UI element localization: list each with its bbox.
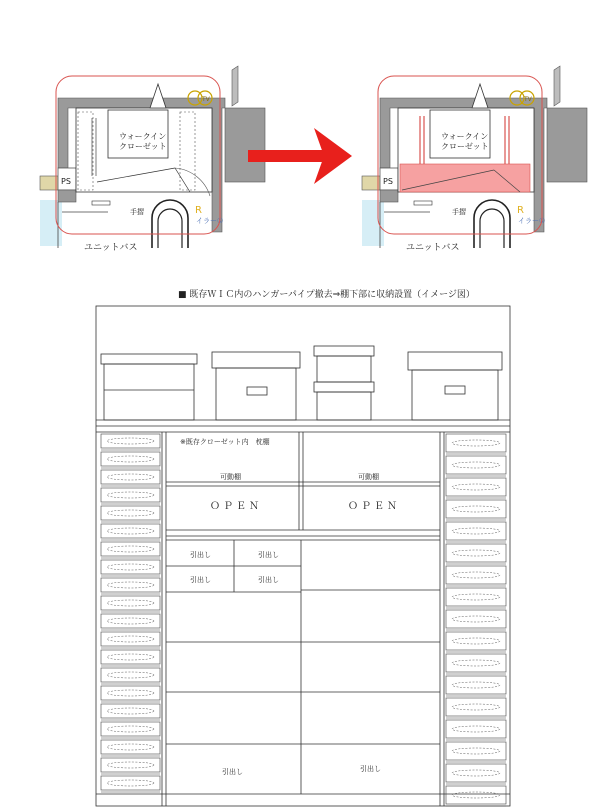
right-hanger-column (446, 434, 506, 806)
room-label-before-1: ウォークイン (119, 132, 167, 141)
room-label-after-1: ウォークイン (441, 132, 489, 141)
clothes-row (446, 786, 506, 804)
clothes-row (101, 614, 160, 628)
handrail-label-before: 手摺 (130, 208, 144, 216)
clothes-row (101, 542, 160, 556)
ps-label-after: PS (383, 177, 393, 186)
ps-label: PS (61, 177, 71, 186)
clothes-row (446, 566, 506, 584)
bath-label-before: ユニットバス (84, 243, 138, 253)
clothes-row (446, 764, 506, 782)
pillow-shelf-note: ※既存クローゼット内 枕棚 (180, 438, 270, 446)
clothes-row (446, 610, 506, 628)
plan-after (362, 66, 587, 253)
handrail-label-after: 手摺 (452, 208, 466, 216)
clothes-row (446, 500, 506, 518)
drawer-label-2: 引出し (258, 551, 279, 559)
svg-text:R: R (517, 205, 524, 216)
clothes-row (101, 758, 160, 772)
storage-box-3 (314, 346, 374, 420)
clothes-row (446, 588, 506, 606)
storage-box-2 (212, 352, 300, 420)
clothes-row (446, 632, 506, 650)
drawer-label-4: 引出し (258, 576, 279, 584)
clothes-row (101, 434, 160, 448)
clothes-row (446, 434, 506, 452)
bottom-drawer-right-label: 引出し (360, 765, 381, 773)
clothes-row (446, 742, 506, 760)
left-hanger-column (101, 434, 160, 792)
clothes-row (101, 596, 160, 610)
svg-text:TV: TV (524, 96, 532, 103)
open-left-label: ＯＰＥＮ (210, 501, 262, 512)
room-label-before-2: クローゼット (119, 142, 167, 151)
clothes-row (446, 698, 506, 716)
svg-text:TV: TV (202, 96, 210, 103)
clothes-row (101, 506, 160, 520)
clothes-row (446, 720, 506, 738)
clothes-row (101, 452, 160, 466)
clothes-row (101, 488, 160, 502)
room-label-after-2: クローゼット (441, 142, 489, 151)
clothes-row (446, 654, 506, 672)
clothes-row (101, 722, 160, 736)
boiler-label-before: イラー① (196, 217, 224, 225)
svg-text:ユニットバス: ユニットバス (406, 243, 460, 253)
movable-shelf-left-label: 可動棚 (220, 473, 241, 481)
movable-shelf-right-label: 可動棚 (358, 473, 379, 481)
sink-mark-before: R (195, 205, 202, 216)
clothes-row (446, 676, 506, 694)
clothes-row (446, 522, 506, 540)
bottom-drawer-left-label: 引出し (222, 768, 243, 776)
clothes-row (446, 456, 506, 474)
storage-box-4 (408, 352, 502, 420)
clothes-row (101, 650, 160, 664)
clothes-row (101, 524, 160, 538)
clothes-row (101, 740, 160, 754)
clothes-row (101, 776, 160, 790)
clothes-row (101, 470, 160, 484)
clothes-row (101, 578, 160, 592)
svg-text:イラー①: イラー① (518, 217, 546, 225)
drawer-label-3: 引出し (190, 576, 211, 584)
clothes-row (101, 668, 160, 682)
clothes-row (101, 632, 160, 646)
open-right-label: ＯＰＥＮ (348, 501, 400, 512)
storage-box-1 (101, 354, 197, 420)
clothes-row (446, 478, 506, 496)
clothes-row (446, 544, 506, 562)
clothes-row (101, 704, 160, 718)
clothes-row (101, 686, 160, 700)
drawer-label-1: 引出し (190, 551, 211, 559)
clothes-row (101, 560, 160, 574)
figure-caption: ■ 既存ＷＩＣ内のハンガーパイプ撤去⇒棚下部に収納設置（イメージ図） (178, 290, 475, 300)
plan-before (40, 66, 265, 253)
